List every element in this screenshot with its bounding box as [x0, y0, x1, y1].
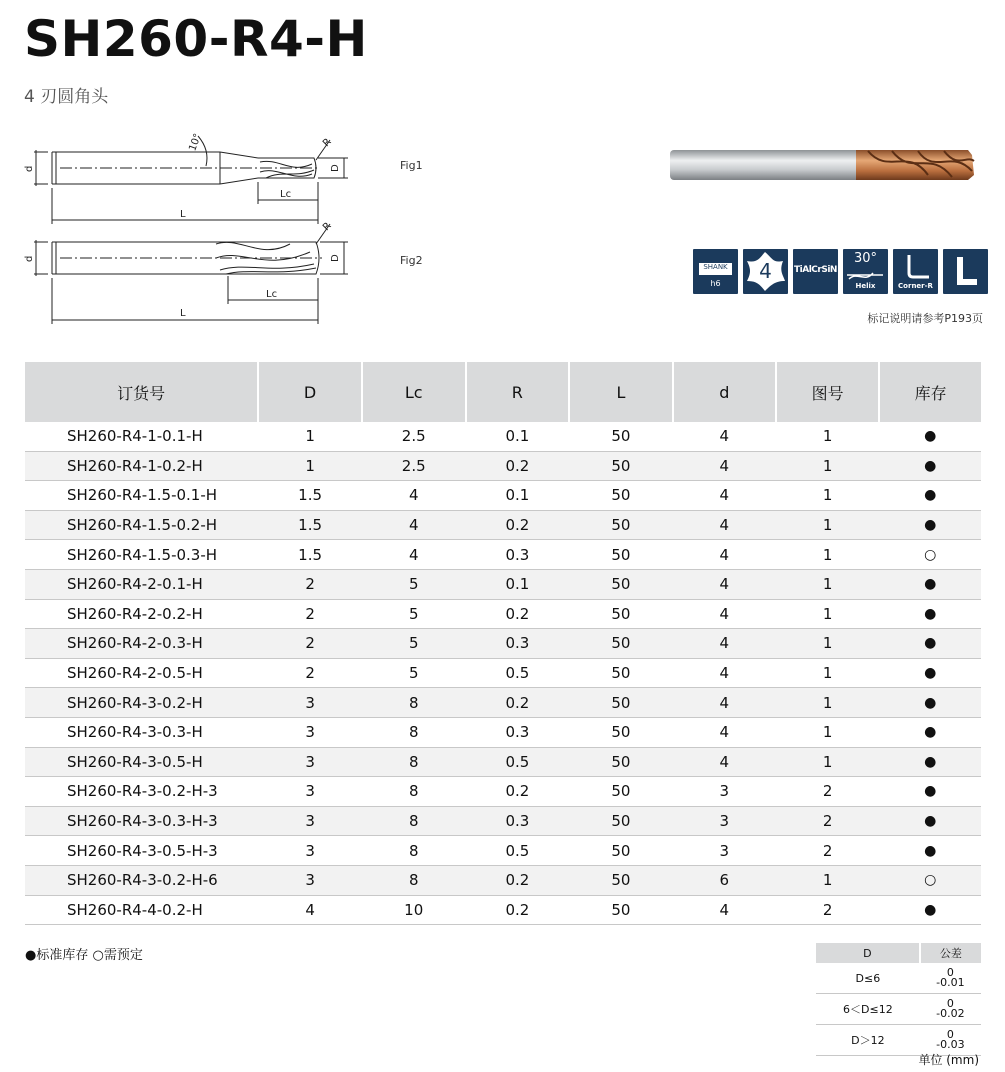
table-cell: 50 — [569, 481, 672, 511]
legend-standard: ●标准库存 — [25, 948, 89, 963]
table-cell: 3 — [258, 836, 362, 866]
stock-status-cell: ● — [879, 629, 981, 659]
table-row — [25, 481, 981, 511]
table-cell: 4 — [362, 481, 466, 511]
table-cell: 0.5 — [466, 836, 570, 866]
table-cell: 1 — [776, 540, 879, 570]
stock-status-cell: ● — [879, 836, 981, 866]
tolerance-row — [816, 963, 981, 994]
table-cell: 0.2 — [466, 599, 570, 629]
column-header: 图号 — [776, 362, 879, 422]
table-cell: 5 — [362, 629, 466, 659]
table-cell: 50 — [569, 895, 672, 925]
table-cell: 1 — [258, 422, 362, 451]
table-cell: 0.1 — [466, 569, 570, 599]
fig2-label: Fig2 — [400, 254, 423, 267]
tool-photo — [668, 145, 980, 187]
dim-D-label-2: D — [330, 254, 341, 262]
table-row — [25, 688, 981, 718]
table-cell: 8 — [362, 777, 466, 807]
table-cell: 0.3 — [466, 806, 570, 836]
table-cell: 0.2 — [466, 688, 570, 718]
fig1-label: Fig1 — [400, 159, 423, 172]
table-cell: 4 — [258, 895, 362, 925]
table-cell: 50 — [569, 747, 672, 777]
column-header: Lc — [362, 362, 466, 422]
table-cell: 4 — [673, 481, 776, 511]
order-code-cell: SH260-R4-2-0.1-H — [25, 569, 258, 599]
table-cell: 50 — [569, 569, 672, 599]
order-code-cell: SH260-R4-1-0.1-H — [25, 422, 258, 451]
table-cell: 2 — [258, 658, 362, 688]
page-subtitle: 4 刃圆角头 — [24, 87, 109, 107]
stock-status-cell: ● — [879, 806, 981, 836]
table-cell: 0.2 — [466, 777, 570, 807]
page-title: SH260-R4-H — [24, 10, 368, 68]
table-cell: 50 — [569, 688, 672, 718]
table-row — [25, 777, 981, 807]
stock-status-cell: ○ — [879, 540, 981, 570]
table-cell: 3 — [673, 836, 776, 866]
tolerance-header: 公差 — [920, 943, 981, 963]
table-row — [25, 658, 981, 688]
corner-r-icon — [893, 249, 938, 294]
table-cell: 8 — [362, 836, 466, 866]
order-code-cell: SH260-R4-1.5-0.2-H — [25, 510, 258, 540]
tolerance-header: D — [816, 943, 920, 963]
table-cell: 0.5 — [466, 747, 570, 777]
table-cell: 0.3 — [466, 540, 570, 570]
tolerance-range: 6＜D≤12 — [816, 994, 920, 1025]
stock-status-cell: ● — [879, 569, 981, 599]
table-cell: 50 — [569, 510, 672, 540]
table-cell: 5 — [362, 658, 466, 688]
table-row — [25, 806, 981, 836]
stock-status-cell: ● — [879, 895, 981, 925]
table-cell: 4 — [673, 422, 776, 451]
table-cell: 1.5 — [258, 510, 362, 540]
table-cell: 4 — [673, 895, 776, 925]
dim-L-label-1: L — [180, 209, 186, 220]
table-cell: 2 — [776, 895, 879, 925]
stock-status-cell: ○ — [879, 865, 981, 895]
table-cell: 1 — [776, 658, 879, 688]
dim-R-label-1: R — [320, 136, 334, 150]
table-cell: 50 — [569, 451, 672, 481]
table-row — [25, 510, 981, 540]
order-code-cell: SH260-R4-3-0.2-H-6 — [25, 865, 258, 895]
table-row — [25, 451, 981, 481]
order-code-cell: SH260-R4-2-0.3-H — [25, 629, 258, 659]
shank-h6-icon — [693, 249, 738, 294]
table-cell: 1 — [776, 747, 879, 777]
four-flute-icon — [743, 249, 788, 294]
table-cell: 3 — [258, 777, 362, 807]
order-code-cell: SH260-R4-2-0.2-H — [25, 599, 258, 629]
table-cell: 50 — [569, 540, 672, 570]
table-cell: 3 — [258, 747, 362, 777]
tolerance-range: D≤6 — [816, 963, 920, 994]
column-header: 库存 — [879, 362, 981, 422]
flute-count: 4 — [759, 259, 772, 283]
spec-table — [25, 362, 981, 925]
order-code-cell: SH260-R4-3-0.3-H-3 — [25, 806, 258, 836]
table-cell: 1 — [776, 865, 879, 895]
order-code-cell: SH260-R4-1.5-0.1-H — [25, 481, 258, 511]
table-cell: 2 — [258, 599, 362, 629]
table-cell: 0.2 — [466, 895, 570, 925]
dim-Lc-label-1: Lc — [280, 189, 292, 200]
order-code-cell: SH260-R4-3-0.2-H — [25, 688, 258, 718]
table-cell: 1 — [776, 599, 879, 629]
coating-icon — [793, 249, 838, 294]
table-cell: 1 — [776, 717, 879, 747]
table-cell: 50 — [569, 717, 672, 747]
icon-note: 标记说明请参考P193页 — [867, 312, 983, 325]
dim-D-label-1: D — [330, 164, 341, 172]
stock-status-cell: ● — [879, 747, 981, 777]
table-cell: 0.2 — [466, 510, 570, 540]
table-cell: 50 — [569, 422, 672, 451]
table-cell: 1 — [776, 510, 879, 540]
table-cell: 0.1 — [466, 422, 570, 451]
dim-L-label-2: L — [180, 308, 186, 319]
table-cell: 1 — [776, 569, 879, 599]
table-cell: 1 — [776, 688, 879, 718]
table-cell: 5 — [362, 599, 466, 629]
table-cell: 2.5 — [362, 422, 466, 451]
stock-status-cell: ● — [879, 777, 981, 807]
dim-R-label-2: R — [320, 220, 334, 234]
table-cell: 1.5 — [258, 481, 362, 511]
order-code-cell: SH260-R4-3-0.5-H — [25, 747, 258, 777]
stock-status-cell: ● — [879, 599, 981, 629]
table-cell: 50 — [569, 865, 672, 895]
table-cell: 1 — [776, 422, 879, 451]
table-row — [25, 629, 981, 659]
stock-status-cell: ● — [879, 658, 981, 688]
tolerance-value: 0 -0.01 — [920, 963, 981, 994]
order-code-cell: SH260-R4-3-0.3-H — [25, 717, 258, 747]
helix-icon — [843, 249, 888, 294]
table-cell: 8 — [362, 717, 466, 747]
table-cell: 0.2 — [466, 451, 570, 481]
table-row — [25, 540, 981, 570]
table-row — [25, 717, 981, 747]
table-cell: 8 — [362, 806, 466, 836]
table-row — [25, 599, 981, 629]
feature-icons — [693, 249, 988, 294]
table-cell: 50 — [569, 629, 672, 659]
column-header: L — [569, 362, 672, 422]
tolerance-value: 0 -0.02 — [920, 994, 981, 1025]
table-cell: 3 — [258, 717, 362, 747]
stock-status-cell: ● — [879, 481, 981, 511]
angle-label: 10° — [187, 132, 204, 153]
table-cell: 50 — [569, 599, 672, 629]
table-cell: 1 — [776, 451, 879, 481]
table-cell: 4 — [673, 599, 776, 629]
table-cell: 2.5 — [362, 451, 466, 481]
table-cell: 1 — [258, 451, 362, 481]
order-code-cell: SH260-R4-3-0.5-H-3 — [25, 836, 258, 866]
shank-tol: h6 — [710, 279, 721, 288]
table-cell: 50 — [569, 777, 672, 807]
column-header: 订货号 — [25, 362, 258, 422]
shank-label: SHANK — [703, 263, 728, 271]
table-cell: 2 — [258, 629, 362, 659]
table-cell: 2 — [776, 836, 879, 866]
table-cell: 0.3 — [466, 717, 570, 747]
legend — [25, 944, 143, 963]
table-cell: 4 — [673, 510, 776, 540]
table-cell: 4 — [673, 569, 776, 599]
table-cell: 10 — [362, 895, 466, 925]
dim-d-label-2: d — [24, 255, 35, 262]
table-cell: 4 — [673, 688, 776, 718]
tolerance-value: 0 -0.03 — [920, 1025, 981, 1056]
table-cell: 4 — [673, 540, 776, 570]
table-cell: 50 — [569, 806, 672, 836]
order-code-cell: SH260-R4-4-0.2-H — [25, 895, 258, 925]
table-cell: 4 — [673, 747, 776, 777]
table-cell: 8 — [362, 865, 466, 895]
table-cell: 4 — [362, 540, 466, 570]
corner-label: Corner-R — [898, 282, 933, 290]
stock-status-cell: ● — [879, 688, 981, 718]
spec-header-row — [25, 362, 981, 422]
order-code-cell: SH260-R4-1.5-0.3-H — [25, 540, 258, 570]
table-row — [25, 422, 981, 451]
table-cell: 3 — [258, 688, 362, 718]
table-cell: 2 — [776, 806, 879, 836]
table-row — [25, 895, 981, 925]
table-cell: 4 — [673, 717, 776, 747]
table-cell: 3 — [258, 806, 362, 836]
table-cell: 4 — [673, 629, 776, 659]
stock-status-cell: ● — [879, 451, 981, 481]
table-cell: 0.5 — [466, 658, 570, 688]
tolerance-table — [816, 943, 981, 1056]
table-row — [25, 569, 981, 599]
table-cell: 50 — [569, 658, 672, 688]
dim-Lc-label-2: Lc — [266, 289, 278, 300]
column-header: R — [466, 362, 570, 422]
helix-value: 30° — [853, 251, 878, 266]
table-row — [25, 747, 981, 777]
table-cell: 2 — [258, 569, 362, 599]
table-cell: 8 — [362, 747, 466, 777]
table-cell: 1.5 — [258, 540, 362, 570]
table-cell: 0.1 — [466, 481, 570, 511]
table-cell: 3 — [673, 777, 776, 807]
table-cell: 1 — [776, 481, 879, 511]
stock-status-cell: ● — [879, 422, 981, 451]
table-cell: 8 — [362, 688, 466, 718]
table-cell: 1 — [776, 629, 879, 659]
fig1-drawing — [24, 132, 348, 224]
table-cell: 3 — [258, 865, 362, 895]
table-row — [25, 865, 981, 895]
fig2-drawing — [24, 220, 348, 324]
table-cell: 5 — [362, 569, 466, 599]
unit-label: 单位 (mm) — [918, 1053, 979, 1067]
helix-label: Helix — [855, 282, 876, 290]
stock-status-cell: ● — [879, 510, 981, 540]
coating-label: TiAlCrSiN — [794, 265, 837, 275]
order-code-cell: SH260-R4-1-0.2-H — [25, 451, 258, 481]
dim-d-label-1: d — [24, 165, 35, 172]
table-cell: 50 — [569, 836, 672, 866]
table-row — [25, 836, 981, 866]
length-l-icon — [943, 249, 988, 294]
table-cell: 2 — [776, 777, 879, 807]
table-cell: 6 — [673, 865, 776, 895]
table-cell: 3 — [673, 806, 776, 836]
order-code-cell: SH260-R4-3-0.2-H-3 — [25, 777, 258, 807]
technical-drawing — [20, 128, 360, 328]
table-cell: 4 — [362, 510, 466, 540]
tolerance-row — [816, 994, 981, 1025]
table-cell: 0.3 — [466, 629, 570, 659]
stock-status-cell: ● — [879, 717, 981, 747]
legend-order: ○需预定 — [92, 948, 143, 963]
tolerance-header-row — [816, 943, 981, 963]
table-cell: 4 — [673, 658, 776, 688]
table-cell: 0.2 — [466, 865, 570, 895]
table-cell: 4 — [673, 451, 776, 481]
column-header: d — [673, 362, 776, 422]
tolerance-range: D＞12 — [816, 1025, 920, 1056]
order-code-cell: SH260-R4-2-0.5-H — [25, 658, 258, 688]
column-header: D — [258, 362, 362, 422]
